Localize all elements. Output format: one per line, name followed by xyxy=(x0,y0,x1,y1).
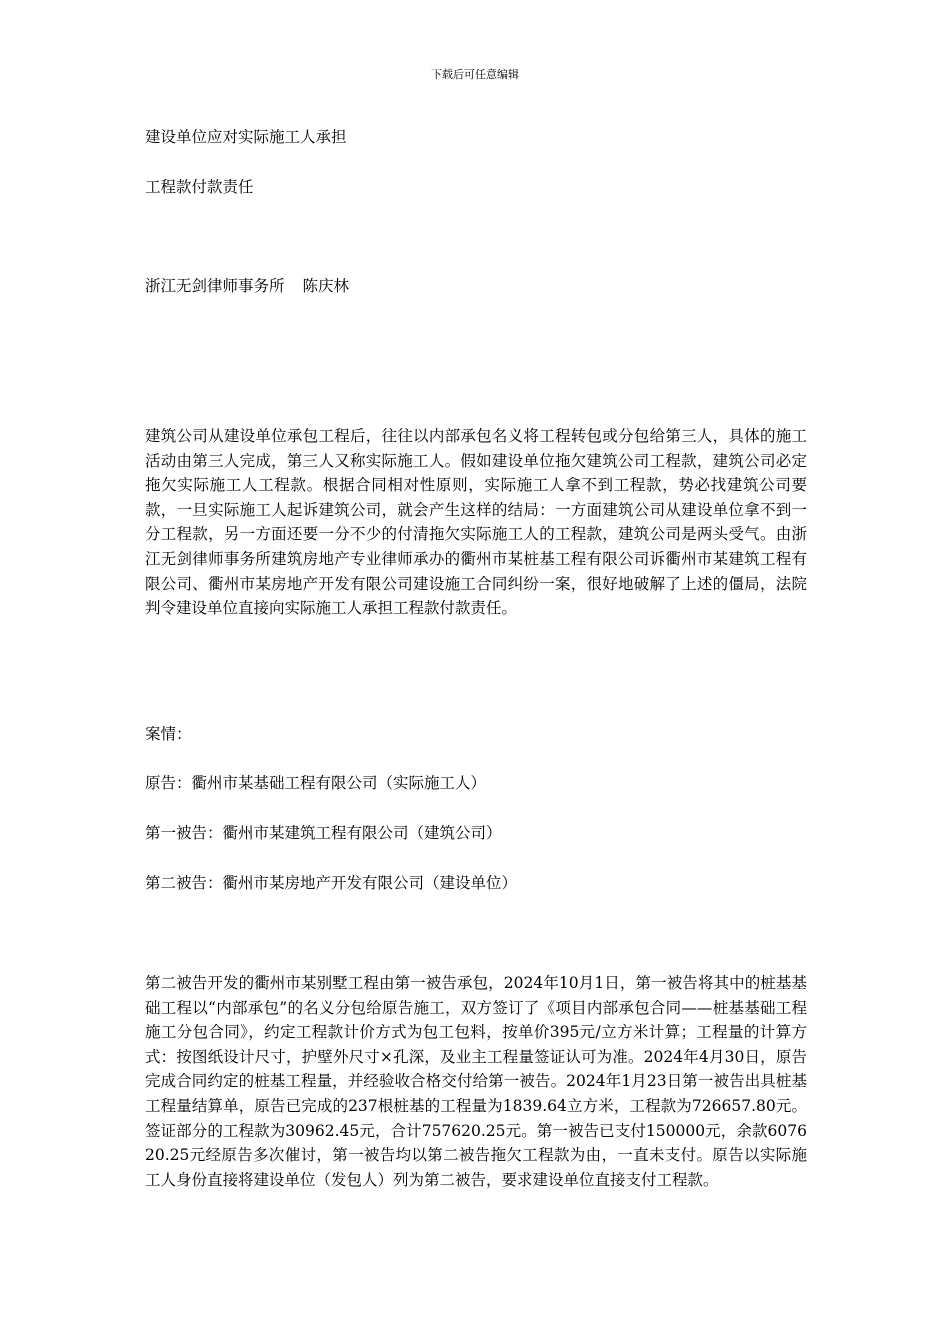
case-heading: 案情： xyxy=(145,725,192,743)
plaintiff-line: 原告：衢州市某基础工程有限公司（实际施工人） xyxy=(145,774,487,792)
title-line-2: 工程款付款责任 xyxy=(145,178,254,196)
facts-paragraph: 第二被告开发的衢州市某别墅工程由第一被告承包，2024年10月1日，第一被告将其中的桩基基础工程以“内部承包”的名义分包给原告施工，双方签订了《项目内部承包合同——桩基基础工程施工分包合同》，约定工程款计价方式为包工包料，按单价395元/立方米计算；工程量的计算方式：按图纸设计尺寸，护壁外尺寸×孔深，及业主工程量签证认可为准。2024年4月30日，原告完成合同约定的桩基工程量，并经验收合格交付给第一被告。2024年1月23日第一被告出具桩基工程量结算单，原告已完成的237根桩基的工程量为1839.64立方米，工程款为726657.80元。签证部分的工程款为30962.45元，合计757620.25元。第一被告已支付150000元，余款607620.25元经原告多次催讨，第一被告均以第二被告拖欠工程款为由，一直未支付。原告以实际施工人身份直接将建设单位（发包人）列为第二被告，要求建设单位直接支付工程款。 xyxy=(145,974,807,1189)
defendant2-line: 第二被告：衢州市某房地产开发有限公司（建设单位） xyxy=(145,874,518,892)
defendant1-line: 第一被告：衢州市某建筑工程有限公司（建筑公司） xyxy=(145,824,502,842)
author-line xyxy=(145,275,349,297)
header-note: 下载后可任意编辑 xyxy=(431,68,519,81)
author-name: 陈庆林 xyxy=(302,277,350,295)
author-firm: 浙江无剑律师事务所 xyxy=(145,277,285,295)
intro-paragraph: 建筑公司从建设单位承包工程后，往往以内部承包名义将工程转包或分包给第三人，具体的施工活动由第三人完成，第三人又称实际施工人。假如建设单位拖欠建筑公司工程款，建筑公司必定拖欠实际施工人工程款。根据合同相对性原则，实际施工人拿不到工程款，势必找建筑公司要款，一旦实际施工人起诉建筑公司，就会产生这样的结局：一方面建筑公司从建设单位拿不到一分工程款，另一方面还要一分不少的付清拖欠实际施工人的工程款，建筑公司是两头受气。由浙江无剑律师事务所建筑房地产专业律师承办的衢州市某桩基工程有限公司诉衢州市某建筑工程有限公司、衢州市某房地产开发有限公司建设施工合同纠纷一案，很好地破解了上述的僵局，法院判令建设单位直接向实际施工人承担工程款付款责任。 xyxy=(145,427,807,618)
title-line-1: 建设单位应对实际施工人承担 xyxy=(145,128,347,146)
